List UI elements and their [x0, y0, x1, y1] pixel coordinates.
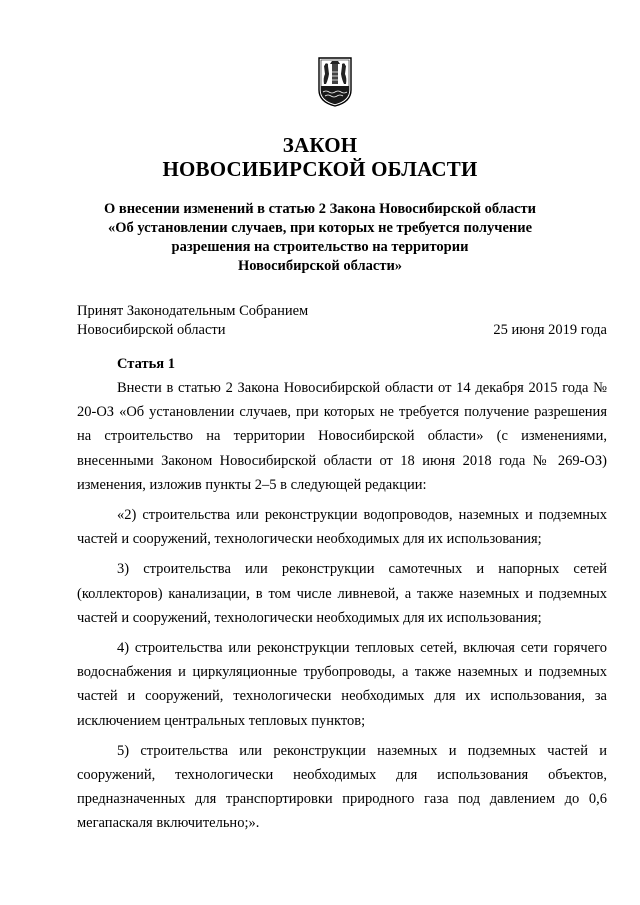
coat-of-arms-icon: [316, 56, 354, 108]
article-body: [77, 376, 607, 836]
article-paragraph: Внести в статью 2 Закона Новосибирской области от 14 декабря 2015 года № 20-ОЗ «Об установлении случаев, при которых не требуется получение разрешения на строительство на территории Новосибирской области» (с изменениями, внесенными Законом Новосибирской области от 18 июня 2018 года № 269-ОЗ) изменения, изложив пункты 2–5 в следующей редакции:: [77, 380, 607, 493]
subtitle-line: разрешения на строительство на территории: [171, 239, 469, 255]
subtitle-line: «Об установлении случаев, при которых не требуется получение: [107, 220, 533, 236]
subtitle-line: Новосибирской области»: [237, 258, 403, 274]
adopted-line: Принят Законодательным Собранием: [77, 303, 309, 319]
adopted-by-block: [77, 302, 308, 340]
document-title-line-2: НОВОСИБИРСКОЙ ОБЛАСТИ: [162, 157, 478, 181]
article-paragraph: 5) строительства или реконструкции наземных и подземных частей и сооружений, технологически необходимых для использования объектов, предназначенных для транспортировки природного газа под давлением до 0,6 мегапаскаля включительно;».: [77, 742, 607, 832]
adopted-line: Новосибирской области: [77, 322, 226, 338]
subtitle-line: О внесении изменений в статью 2 Закона Новосибирской области: [103, 201, 537, 217]
article-heading: Статья 1: [117, 356, 175, 372]
document-title-line-1: ЗАКОН: [282, 133, 358, 157]
adoption-date: 25 июня 2019 года: [493, 322, 607, 338]
article-paragraph: 3) строительства или реконструкции самотечных и напорных сетей (коллекторов) канализации, в том числе ливневой, а также наземных и подземных частей и сооружений, технологически необходимых для их использования;: [77, 561, 607, 626]
article-paragraph: «2) строительства или реконструкции водопроводов, наземных и подземных частей и сооружений, технологически необходимых для их использования;: [77, 507, 607, 548]
article-paragraph: 4) строительства или реконструкции тепловых сетей, включая сети горячего водоснабжения и циркуляционные трубопроводы, а также наземных и подземных частей и сооружений, технологически необходимых для их использования, за исключением центральных тепловых пунктов;: [77, 640, 607, 729]
law-subject-heading: [100, 200, 540, 276]
